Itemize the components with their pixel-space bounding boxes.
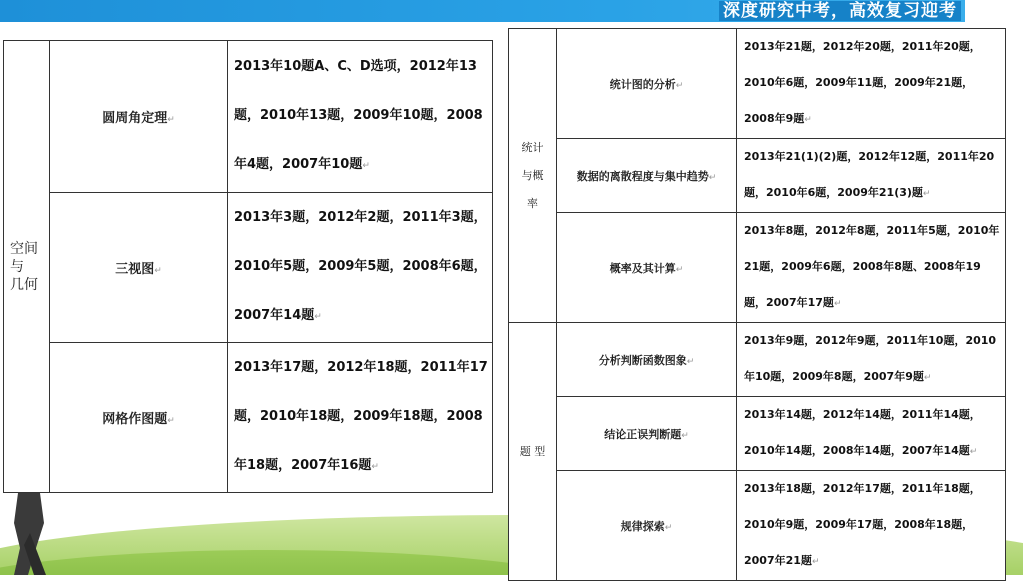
topic-cell: 网格作图题↵ bbox=[50, 343, 228, 493]
topic-cell: 结论正误判断题↵ bbox=[557, 397, 737, 471]
category-question-types: 题 型 bbox=[509, 323, 557, 581]
category-geometry: 空间 与 几何 bbox=[4, 41, 50, 493]
years-cell: 2013年21题，2012年20题，2011年20题，2010年6题，2009年11题，2009年21题，2008年9题↵ bbox=[737, 29, 1006, 139]
years-cell: 2013年21(1)(2)题，2012年12题，2011年20题，2010年6题，2009年21(3)题↵ bbox=[737, 139, 1006, 213]
years-cell: 2013年18题，2012年17题，2011年18题，2010年9题，2009年17题，2008年18题，2007年21题↵ bbox=[737, 471, 1006, 581]
walking-person-image bbox=[0, 493, 70, 575]
topic-cell: 数据的离散程度与集中趋势↵ bbox=[557, 139, 737, 213]
header-slogan: 深度研究中考，高效复习迎考 bbox=[719, 1, 961, 21]
right-exam-table bbox=[508, 28, 1006, 581]
years-cell: 2013年3题，2012年2题，2011年3题，2010年5题，2009年5题，2008年6题，2007年14题↵ bbox=[228, 193, 493, 343]
topic-cell: 概率及其计算↵ bbox=[557, 213, 737, 323]
topic-cell: 三视图↵ bbox=[50, 193, 228, 343]
years-cell: 2013年14题，2012年14题，2011年14题，2010年14题，2008年14题，2007年14题↵ bbox=[737, 397, 1006, 471]
topic-cell: 圆周角定理↵ bbox=[50, 41, 228, 193]
topic-cell: 分析判断函数图象↵ bbox=[557, 323, 737, 397]
years-cell: 2013年17题，2012年18题，2011年17题，2010年18题，2009年18题，2008年18题，2007年16题↵ bbox=[228, 343, 493, 493]
years-cell: 2013年10题A、C、D选项，2012年13题，2010年13题，2009年10题，2008年4题，2007年10题↵ bbox=[228, 41, 493, 193]
years-cell: 2013年8题，2012年8题，2011年5题，2010年21题，2009年6题，2008年8题、2008年19题，2007年17题↵ bbox=[737, 213, 1006, 323]
left-exam-table bbox=[3, 40, 493, 493]
header-corner bbox=[965, 0, 1023, 22]
topic-cell: 统计图的分析↵ bbox=[557, 29, 737, 139]
category-statistics: 统计 与概 率 bbox=[509, 29, 557, 323]
topic-cell: 规律探索↵ bbox=[557, 471, 737, 581]
header-bar bbox=[0, 0, 1023, 22]
years-cell: 2013年9题，2012年9题，2011年10题，2010年10题，2009年8题，2007年9题↵ bbox=[737, 323, 1006, 397]
